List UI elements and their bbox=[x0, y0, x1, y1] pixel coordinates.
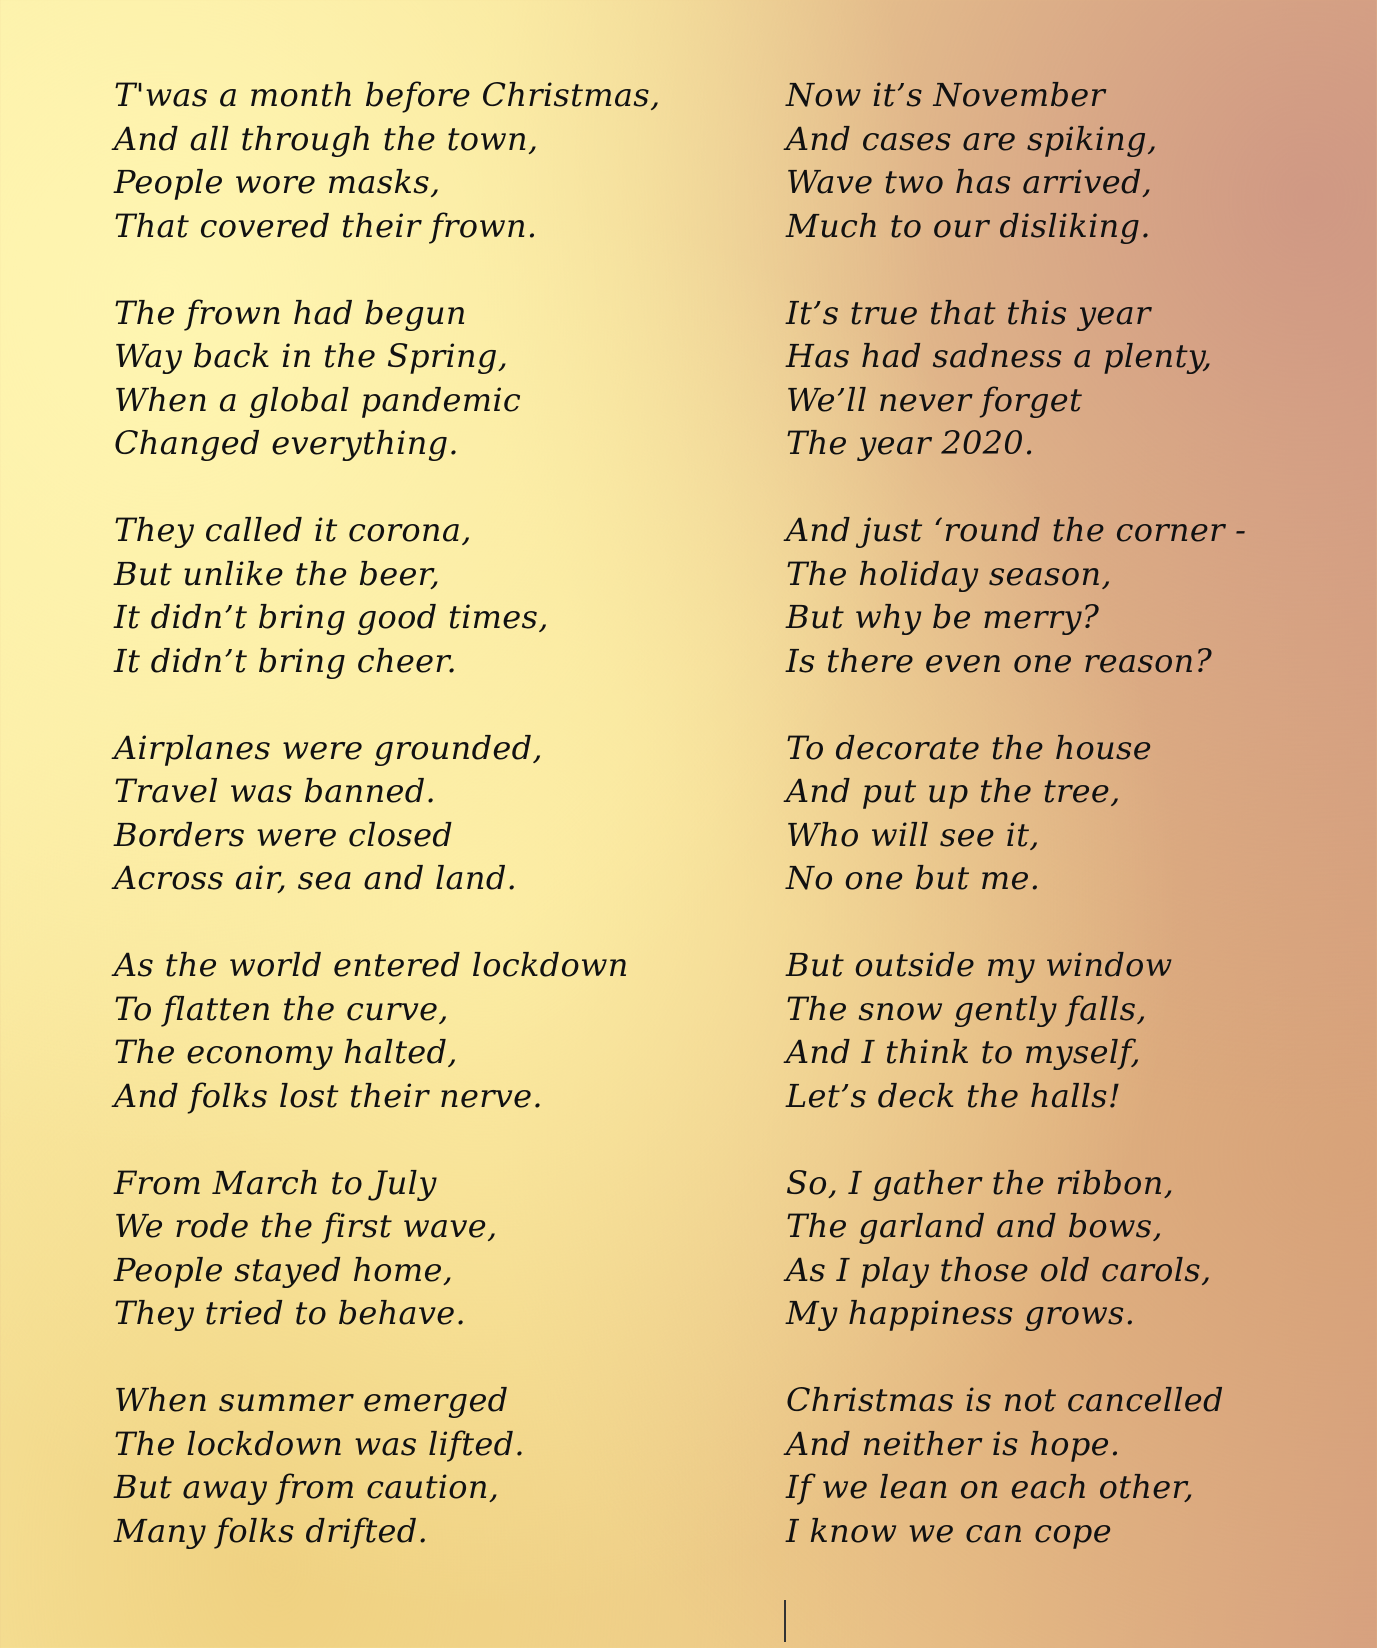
poem-line[interactable]: Way back in the Spring, bbox=[114, 337, 509, 375]
poem-line[interactable]: People stayed home, bbox=[114, 1250, 454, 1289]
stanza bbox=[114, 74, 714, 248]
poem-line[interactable]: They tried to behave. bbox=[114, 1294, 467, 1332]
poem-line[interactable]: My happiness grows. bbox=[786, 1294, 1136, 1332]
poem-line[interactable]: Who will see it, bbox=[786, 815, 1040, 854]
poem-line[interactable]: And I think to myself, bbox=[786, 1033, 1141, 1071]
poem-line[interactable]: Borders were closed bbox=[114, 815, 454, 854]
poem-line[interactable]: The lockdown was lifted. bbox=[114, 1424, 525, 1463]
poem-line[interactable]: Much to our disliking. bbox=[786, 206, 1151, 245]
poem-line[interactable]: People wore masks, bbox=[114, 163, 441, 201]
poem-line[interactable]: So, I gather the ribbon, bbox=[786, 1163, 1175, 1202]
poem-line[interactable]: To decorate the house bbox=[786, 728, 1152, 767]
poem-line[interactable]: Airplanes were grounded, bbox=[114, 728, 543, 767]
poem-line[interactable]: Christmas is not cancelled bbox=[786, 1381, 1224, 1419]
poem-line[interactable]: It’s true that this year bbox=[786, 293, 1151, 332]
stanza bbox=[786, 509, 1377, 683]
stanza bbox=[114, 727, 714, 901]
poem-line[interactable]: As the world entered lockdown bbox=[114, 946, 629, 984]
stanza bbox=[786, 727, 1377, 901]
poem-line[interactable]: The year 2020. bbox=[786, 424, 1035, 462]
stanza bbox=[114, 1162, 714, 1336]
poem-line[interactable]: The snow gently falls, bbox=[786, 989, 1147, 1028]
poem-line[interactable]: Now it’s November bbox=[786, 76, 1106, 114]
stanza bbox=[114, 944, 714, 1118]
text-cursor bbox=[784, 1600, 786, 1642]
poem-line[interactable]: The economy halted, bbox=[114, 1033, 458, 1071]
poem-left-column bbox=[114, 74, 714, 1597]
stanza bbox=[786, 1379, 1377, 1553]
poem-line[interactable]: But away from caution, bbox=[114, 1468, 500, 1506]
poem-line[interactable]: Let’s deck the halls! bbox=[786, 1076, 1122, 1115]
poem-line[interactable]: But unlike the beer, bbox=[114, 554, 441, 593]
poem-line[interactable]: The frown had begun bbox=[114, 293, 467, 332]
poem-line[interactable]: It didn’t bring cheer. bbox=[114, 641, 457, 680]
poem-line[interactable]: And neither is hope. bbox=[786, 1424, 1121, 1463]
stanza bbox=[114, 509, 714, 683]
poem-line[interactable]: Has had sadness a plenty, bbox=[786, 337, 1213, 375]
poem-line[interactable]: We’ll never forget bbox=[786, 380, 1083, 419]
poem-line[interactable]: And folks lost their nerve. bbox=[114, 1076, 543, 1115]
poem-line[interactable]: Travel was banned. bbox=[114, 772, 436, 810]
poem-line[interactable]: I know we can cope bbox=[786, 1511, 1112, 1550]
poem-line[interactable]: And put up the tree, bbox=[786, 772, 1121, 810]
poem-line[interactable]: If we lean on each other, bbox=[786, 1468, 1195, 1506]
poem-line[interactable]: That covered their frown. bbox=[114, 206, 538, 245]
poem-line[interactable]: Across air, sea and land. bbox=[114, 859, 518, 897]
poem-line[interactable]: And just ‘round the corner - bbox=[786, 511, 1247, 549]
stanza bbox=[114, 1379, 714, 1553]
poem-line[interactable]: T'was a month before Christmas, bbox=[114, 76, 661, 114]
poem-line[interactable]: As I play those old carols, bbox=[786, 1250, 1212, 1289]
poem-line[interactable]: But outside my window bbox=[786, 946, 1173, 984]
poem-line[interactable]: And cases are spiking, bbox=[786, 119, 1158, 158]
poem-line[interactable]: No one but me. bbox=[786, 859, 1041, 897]
stanza bbox=[114, 292, 714, 466]
poem-line[interactable]: The garland and bows, bbox=[786, 1207, 1163, 1245]
poem-line[interactable]: Is there even one reason? bbox=[786, 641, 1213, 680]
poem-line[interactable]: They called it corona, bbox=[114, 511, 472, 549]
poem-line[interactable]: Many folks drifted. bbox=[114, 1511, 429, 1550]
poem-line[interactable]: The holiday season, bbox=[786, 554, 1112, 593]
poem-line[interactable]: Wave two has arrived, bbox=[786, 163, 1153, 201]
poem-line[interactable]: When summer emerged bbox=[114, 1381, 509, 1419]
stanza bbox=[786, 1162, 1377, 1336]
poem-line[interactable]: To flatten the curve, bbox=[114, 989, 449, 1028]
stanza bbox=[786, 74, 1377, 248]
poem-line[interactable]: But why be merry? bbox=[786, 598, 1100, 636]
stanza bbox=[786, 292, 1377, 466]
poem-right-column bbox=[786, 74, 1377, 1597]
poem-line[interactable]: And all through the town, bbox=[114, 119, 539, 158]
poem-line[interactable]: When a global pandemic bbox=[114, 380, 522, 419]
poem-line[interactable]: From March to July bbox=[114, 1163, 437, 1202]
stanza bbox=[786, 944, 1377, 1118]
poem-line[interactable]: It didn’t bring good times, bbox=[114, 598, 549, 636]
poem-line[interactable]: We rode the first wave, bbox=[114, 1207, 498, 1245]
poem-line[interactable]: Changed everything. bbox=[114, 424, 459, 462]
